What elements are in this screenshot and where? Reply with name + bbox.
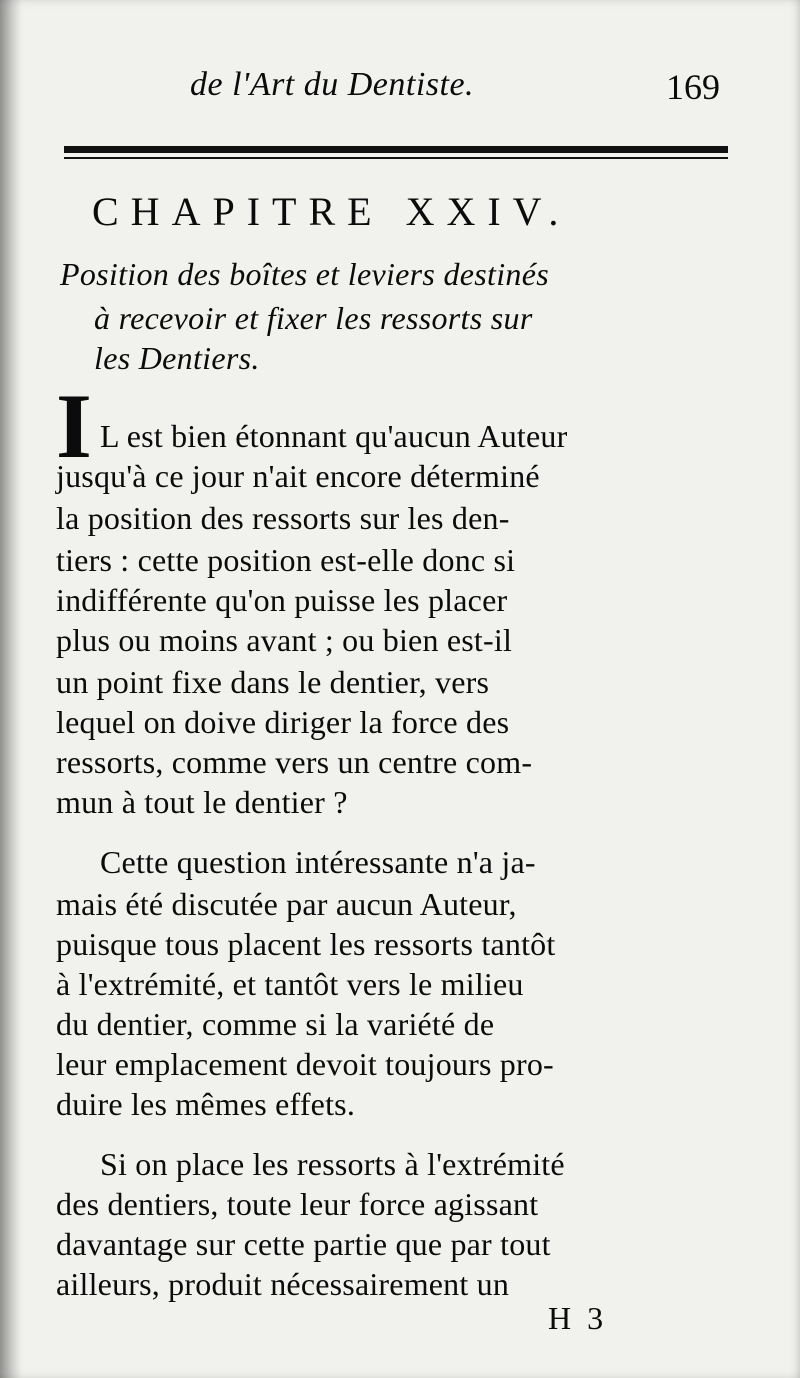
paragraph-2-line: à l'extrémité, et tantôt vers le milieu bbox=[56, 966, 524, 1002]
paragraph-1-line: indifférente qu'on puisse les placer bbox=[56, 582, 508, 618]
paragraph-1-line: L est bien étonnant qu'aucun Auteur bbox=[100, 418, 568, 454]
header-rule-thick bbox=[64, 146, 728, 153]
paragraph-1-line: mun à tout le dentier ? bbox=[56, 784, 348, 820]
paragraph-1-line: jusqu'à ce jour n'ait encore déterminé bbox=[56, 458, 540, 494]
header-rule-thin bbox=[64, 157, 728, 159]
chapter-subtitle-line: les Dentiers. bbox=[94, 340, 260, 376]
running-title: de l'Art du Dentiste. bbox=[190, 66, 475, 103]
paragraph-1-line: un point fixe dans le dentier, vers bbox=[56, 664, 490, 700]
page-number: 169 bbox=[666, 67, 720, 107]
paragraph-2-line: puisque tous placent les ressorts tantôt bbox=[56, 926, 556, 962]
signature-mark: H 3 bbox=[548, 1300, 608, 1336]
paragraph-3-line: Si on place les ressorts à l'extrémité bbox=[100, 1146, 565, 1182]
paragraph-2-line: duire les mêmes effets. bbox=[56, 1086, 356, 1122]
chapter-subtitle-line: à recevoir et fixer les ressorts sur bbox=[94, 300, 533, 336]
paragraph-3-line: ailleurs, produit nécessairement un bbox=[56, 1266, 510, 1302]
paragraph-1-line: ressorts, comme vers un centre com- bbox=[56, 744, 533, 780]
paragraph-1-line: tiers : cette position est-elle donc si bbox=[56, 542, 516, 578]
paragraph-3-line: des dentiers, toute leur force agissant bbox=[56, 1186, 539, 1222]
chapter-title: CHAPITRE XXIV. bbox=[92, 189, 571, 234]
paragraph-3-line: davantage sur cette partie que par tout bbox=[56, 1226, 551, 1262]
paragraph-1-line: la position des ressorts sur les den- bbox=[56, 500, 510, 536]
drop-cap: I bbox=[56, 375, 92, 477]
paragraph-2-line: Cette question intéressante n'a ja- bbox=[100, 844, 536, 880]
paragraph-1-line: plus ou moins avant ; ou bien est-il bbox=[56, 622, 513, 658]
paragraph-1-line: lequel on doive diriger la force des bbox=[56, 704, 510, 740]
gutter-shadow bbox=[0, 0, 22, 1378]
paragraph-2-line: du dentier, comme si la variété de bbox=[56, 1006, 495, 1042]
paragraph-2-line: leur emplacement devoit toujours pro- bbox=[56, 1046, 554, 1082]
paragraph-2-line: mais été discutée par aucun Auteur, bbox=[56, 886, 517, 922]
chapter-subtitle-line: Position des boîtes et leviers destinés bbox=[60, 256, 549, 292]
